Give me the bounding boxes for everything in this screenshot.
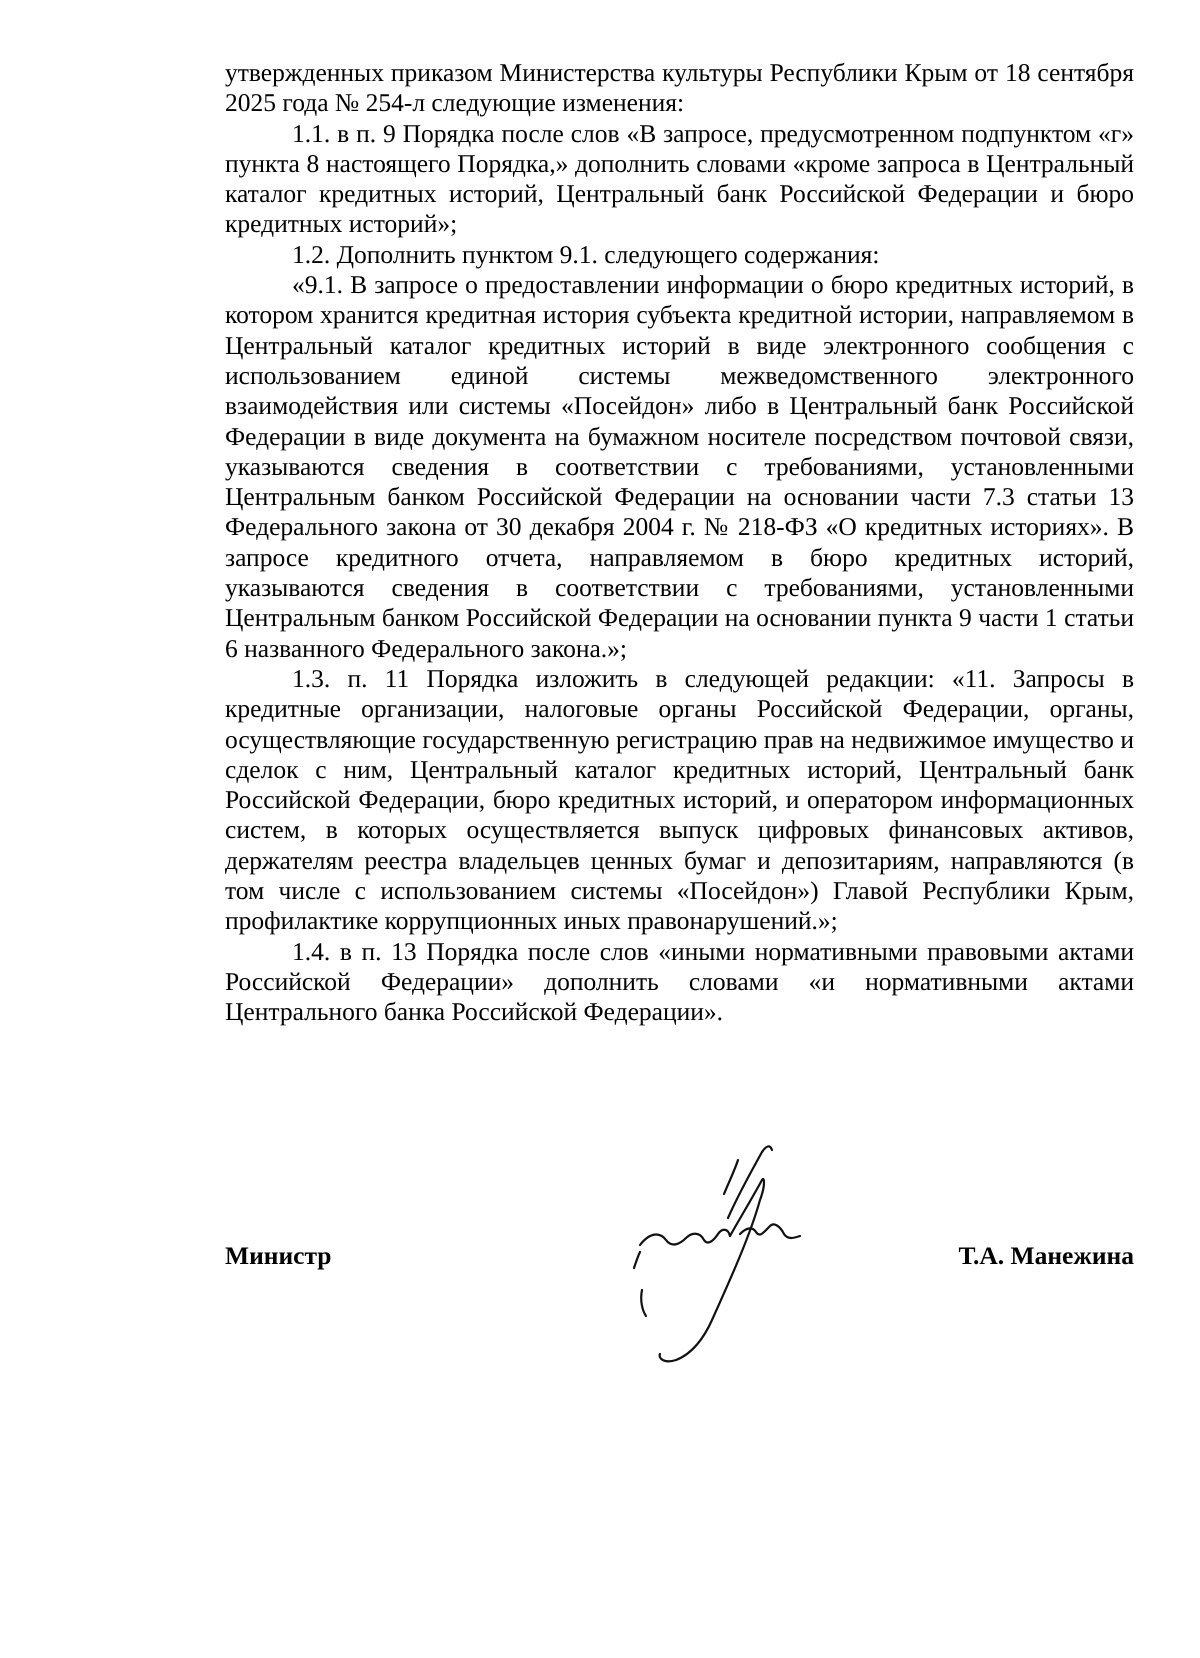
signature-block	[225, 1225, 1134, 1385]
signatory-title: Министр	[225, 1241, 332, 1270]
intro-paragraph: утвержденных приказом Министерства культуры Республики Крым от 18 сентября 2025 года № 254-л следующие изменения:	[225, 58, 1134, 118]
signatory-name: Т.А. Манежина	[958, 1241, 1134, 1270]
paragraph-9-1: «9.1. В запросе о предоставлении информации о бюро кредитных историй, в котором хранится кредитная история субъекта кредитной истории, направляемом в Центральный каталог кредитных историй в виде электронного сообщения с использованием единой системы межведомственного электронного взаимодействия или системы «Посейдон» либо в Центральный банк Российской Федерации в виде документа на бумажном носителе посредством почтовой связи, указываются сведения в соответствии с требованиями, установленными Центральным банком Российской Федерации на основании части 7.3 статьи 13 Федерального закона от 30 декабря 2004 г. № 218-ФЗ «О кредитных историях». В запросе кредитного отчета, направляемом в бюро кредитных историй, указываются сведения в соответствии с требованиями, установленными Центральным банком Российской Федерации на основании пункта 9 части 1 статьи 6 названного Федерального закона.»;	[225, 270, 1134, 663]
document-body	[225, 58, 1134, 1028]
paragraph-1-2: 1.2. Дополнить пунктом 9.1. следующего содержания:	[292, 239, 880, 269]
paragraph-1-1: 1.1. в п. 9 Порядка после слов «В запросе, предусмотренном подпунктом «г» пункта 8 настоящего Порядка,» дополнить словами «кроме запроса в Центральный каталог кредитных историй, Центральный банк Российской Федерации и бюро кредитных историй»;	[225, 118, 1134, 239]
paragraph-1-3: 1.3. п. 11 Порядка изложить в следующей редакции: «11. Запросы в кредитные организации, налоговые органы Российской Федерации, органы, осуществляющие государственную регистрацию прав на недвижимое имущество и сделок с ним, Центральный каталог кредитных историй, Центральный банк Российской Федерации, бюро кредитных историй, и оператором информационных систем, в которых осуществляется выпуск цифровых финансовых активов, держателям реестра владельцев ценных бумаг и депозитариям, направляются (в том числе с использованием системы «Посейдон») Главой Республики Крым, профилактике коррупционных иных правонарушений.»;	[225, 663, 1134, 936]
paragraph-1-4: 1.4. в п. 13 Порядка после слов «иными нормативными правовыми актами Российской Федерации» дополнить словами «и нормативными актами Центрального банка Российской Федерации».	[225, 936, 1134, 1027]
handwritten-signature	[620, 1140, 820, 1390]
